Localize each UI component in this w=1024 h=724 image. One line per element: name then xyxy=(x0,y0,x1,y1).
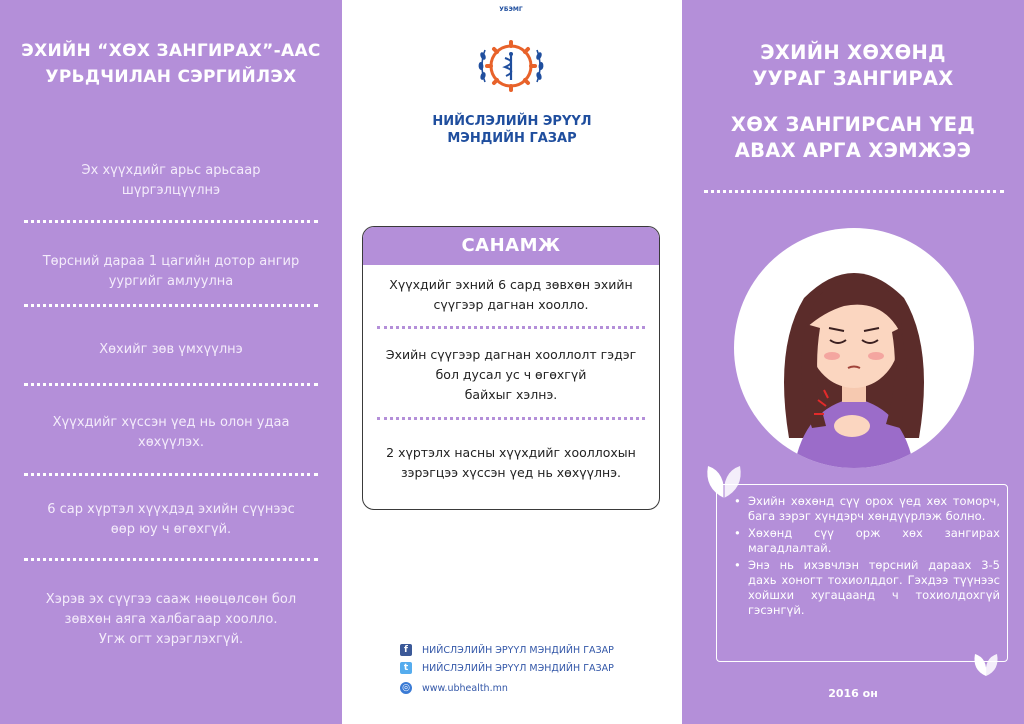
info-bullet-list xyxy=(732,494,1000,620)
dotted-divider xyxy=(377,326,645,329)
left-panel-title xyxy=(0,38,342,90)
prevention-item xyxy=(0,590,342,650)
logo-text-top: УБЭМГ xyxy=(499,6,523,13)
reminder-line: Хүүхдийг эхний 6 сард зөвхөн эхийн xyxy=(389,277,633,292)
contact-text: НИЙСЛЭЛИЙН ЭРҮҮЛ МЭНДИЙН ГАЗАР xyxy=(422,662,614,674)
right-title-bottom xyxy=(682,112,1024,164)
dotted-divider xyxy=(24,473,318,476)
item-line: уургийг амлуулна xyxy=(108,274,234,289)
reminder-line: зэрэгцээ хүссэн үед нь хөхүүлнэ. xyxy=(400,465,622,480)
reminder-item xyxy=(363,345,659,405)
reminder-line: бол дусал ус ч өгөхгүй xyxy=(435,367,587,382)
contact-website[interactable] xyxy=(400,681,508,695)
prevention-item xyxy=(0,500,342,540)
prevention-item xyxy=(0,413,342,453)
contact-facebook[interactable] xyxy=(400,643,614,657)
prevention-item xyxy=(0,340,342,360)
reminder-heading: САНАМЖ xyxy=(363,227,659,265)
item-line: Хэрэв эх сүүгээ сааж нөөцөлсөн бол xyxy=(45,592,297,607)
item-line: шүргэлцүүлнэ xyxy=(121,183,221,198)
left-title-line1: ЭХИЙН “ХӨХ ЗАНГИРАХ”-ААС xyxy=(21,41,321,61)
reminder-box xyxy=(362,226,660,510)
item-line: хөхүүлэх. xyxy=(138,435,204,450)
facebook-icon: f xyxy=(400,644,412,656)
info-bullet: • Хөхөнд сүү орж хөх зангирах магадлалтай. xyxy=(732,526,1000,556)
item-line: 6 сар хүртэл хүүхдэд эхийн сүүнээс xyxy=(47,502,295,517)
dotted-divider xyxy=(24,558,318,561)
dotted-divider xyxy=(377,417,645,420)
right-title-top xyxy=(682,40,1024,92)
dotted-divider xyxy=(24,383,318,386)
info-bullet: • Эхийн хөхөнд сүү орох үед хөх томорч, бага зэрэг хүндэрч хөндүүрлэж болно. xyxy=(732,494,1000,524)
health-department-logo xyxy=(475,30,547,102)
left-title-line2: УРЬДЧИЛАН СЭРГИЙЛЭХ xyxy=(45,67,297,87)
item-line: Хөхийг зөв үмхүүлнэ xyxy=(99,342,243,357)
item-line: өөр юу ч өгөхгүй. xyxy=(110,522,232,537)
item-line: Хүүхдийг хүссэн үед нь олон удаа xyxy=(52,415,290,430)
right-title-line: ХӨХ ЗАНГИРСАН ҮЕД xyxy=(730,113,976,136)
dotted-divider xyxy=(704,190,1004,193)
woman-with-breast-pain-illustration xyxy=(734,228,974,468)
right-title-line: АВАХ АРГА ХЭМЖЭЭ xyxy=(734,139,972,162)
org-line2: МЭНДИЙН ГАЗАР xyxy=(447,131,577,146)
publication-year: 2016 он xyxy=(828,687,878,700)
reminder-item xyxy=(363,275,659,315)
twitter-icon: t xyxy=(400,662,412,674)
reminder-line: Эхийн сүүгээр дагнан хооллолт гэдэг xyxy=(385,347,637,362)
reminder-line: сүүгээр дагнан хоолло. xyxy=(433,297,589,312)
dotted-divider xyxy=(24,304,318,307)
reminder-line: байхыг хэлнэ. xyxy=(464,387,558,402)
right-title-line: УУРАГ ЗАНГИРАХ xyxy=(752,67,954,90)
item-line: Угж огт хэрэглэхгүй. xyxy=(98,632,244,647)
contact-text: www.ubhealth.mn xyxy=(422,682,508,694)
organization-name xyxy=(342,113,682,147)
illustration-circle xyxy=(734,228,974,468)
prevention-item xyxy=(0,252,342,292)
info-bullet: • Энэ нь ихэвчлэн төрсний дараах 3-5 дахь хоногт тохиолддог. Гэхдээ түүнээс хойшхи хугацаанд ч тохиолдохгүй гэсэнгүй. xyxy=(732,558,1000,618)
contact-text: НИЙСЛЭЛИЙН ЭРҮҮЛ МЭНДИЙН ГАЗАР xyxy=(422,644,614,656)
globe-icon: ◎ xyxy=(400,682,412,694)
prevention-item xyxy=(0,161,342,201)
item-line: Эх хүүхдийг арьс арьсаар xyxy=(81,163,261,178)
item-line: Төрсний дараа 1 цагийн дотор ангир xyxy=(42,254,300,269)
dotted-divider xyxy=(24,220,318,223)
item-line: зөвхөн аяга халбагаар хоолло. xyxy=(64,612,278,627)
reminder-line: 2 хүртэлх насны хүүхдийг хооллохын xyxy=(386,445,636,460)
right-title-line: ЭХИЙН ХӨХӨНД xyxy=(760,41,946,64)
reminder-item xyxy=(363,443,659,483)
contact-twitter[interactable] xyxy=(400,661,614,675)
org-line1: НИЙСЛЭЛИЙН ЭРҮҮЛ xyxy=(432,114,592,129)
